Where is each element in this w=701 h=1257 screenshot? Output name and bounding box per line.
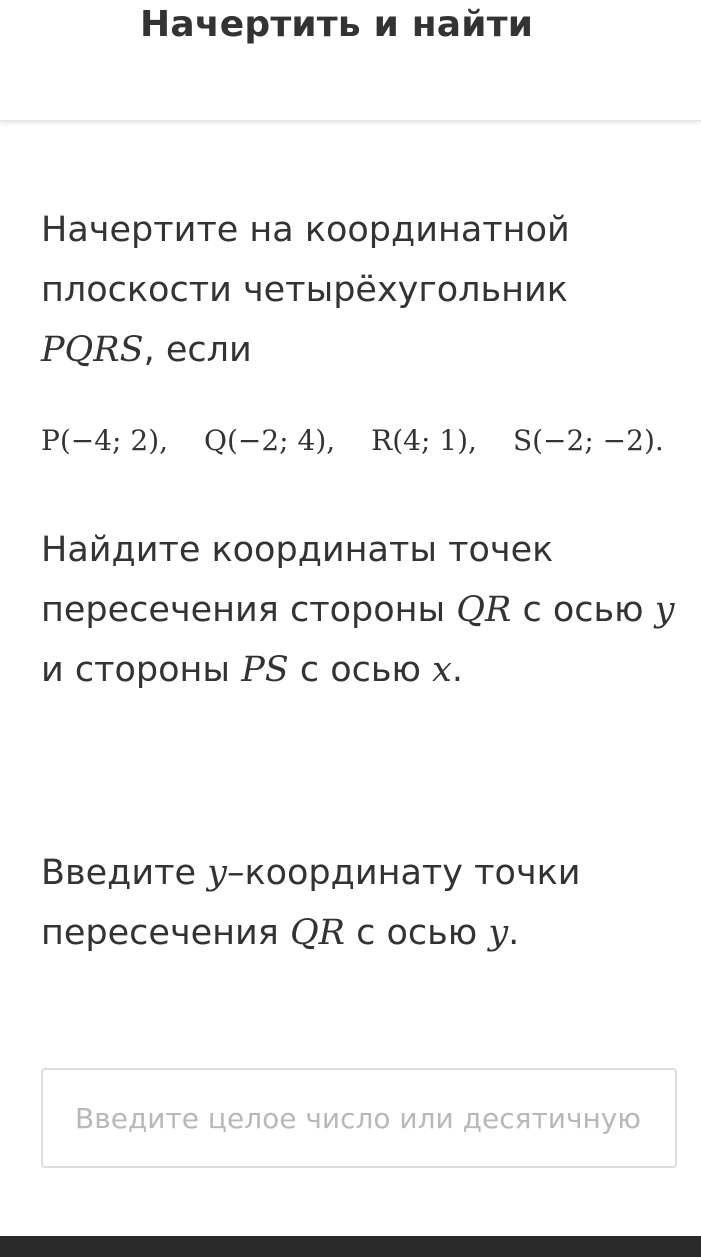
header-bar bbox=[0, 0, 701, 121]
quadrilateral-name: PQRS bbox=[41, 330, 144, 370]
find-text-2: с осью bbox=[511, 590, 655, 630]
answer-input[interactable] bbox=[75, 1070, 649, 1166]
footer-bar bbox=[0, 1236, 701, 1257]
point-s: S(−2; −2). bbox=[512, 424, 664, 457]
point-q: Q(−2; 4), bbox=[204, 424, 336, 457]
answer-field-container[interactable] bbox=[41, 1068, 677, 1168]
axis-y: y bbox=[654, 590, 675, 630]
prompt-text-3: с осью bbox=[345, 913, 489, 953]
page-title: Начертить и найти bbox=[140, 4, 534, 45]
point-r: R(4; 1), bbox=[371, 424, 477, 457]
task-intro-tail: , если bbox=[143, 330, 252, 370]
prompt-y: y bbox=[207, 853, 227, 893]
prompt-axis-y: y bbox=[488, 913, 509, 953]
answer-prompt bbox=[41, 843, 691, 963]
find-text-4: с осью bbox=[288, 650, 433, 690]
points-list bbox=[41, 424, 664, 457]
prompt-text-1: Введите bbox=[41, 853, 208, 893]
task-intro bbox=[41, 200, 691, 380]
axis-x: x bbox=[432, 650, 452, 690]
find-text-5: . bbox=[451, 650, 463, 690]
find-text-1: Найдите координаты точек пересечения стороны bbox=[41, 530, 554, 630]
point-p: P(−4; 2), bbox=[41, 424, 169, 457]
task-find bbox=[41, 520, 691, 700]
side-ps: PS bbox=[241, 650, 289, 690]
task-intro-text: Начертите на координатной плоскости четырёхугольник bbox=[41, 210, 570, 310]
find-text-3: и стороны bbox=[41, 650, 242, 690]
prompt-text-4: . bbox=[508, 913, 520, 953]
prompt-text-2: –координату точки пересечения bbox=[41, 853, 581, 953]
prompt-qr: QR bbox=[289, 913, 346, 953]
side-qr: QR bbox=[456, 590, 512, 630]
